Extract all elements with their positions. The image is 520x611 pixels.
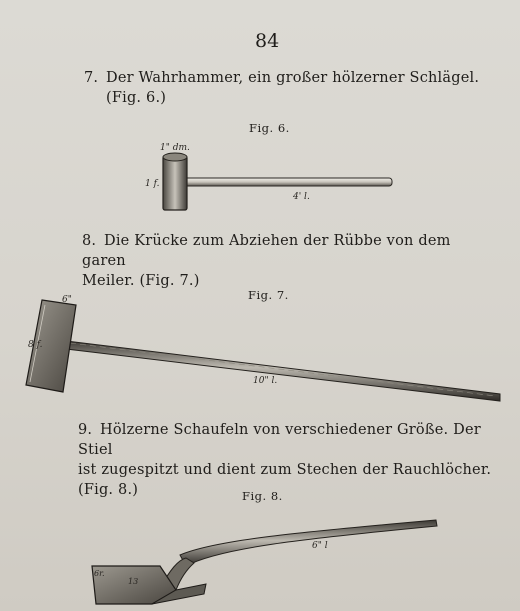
item-7-line-2: (Fig. 6.)	[106, 90, 167, 106]
figure-6-label-handle: 4' l.	[293, 192, 310, 202]
item-7-line-1: 7. Der Wahrhammer, ein großer hölzerner Schlägel.	[84, 70, 480, 86]
figure-7-label-blade-top: 6"	[62, 295, 72, 305]
shovel-handle	[180, 520, 437, 566]
item-9-line-2: ist zugespitzt und dient zum Stechen der Rauchlöcher.	[78, 462, 492, 478]
figure-7-label-blade-side: 8 f.	[28, 340, 43, 350]
item-9-number: 9.	[78, 422, 93, 438]
item-8-line-1: 8. Die Krücke zum Abziehen der Rübbe von dem garen	[82, 233, 451, 269]
figure-8-label-handle: 6" l	[312, 541, 328, 551]
figure-6-label-head-side: 1 f.	[145, 179, 160, 189]
figure-8-caption: Fig. 8.	[242, 489, 283, 503]
figure-7-caption: Fig. 7.	[248, 288, 289, 302]
figure-8-label-blade-left: 6r.	[94, 569, 105, 578]
item-9-line-3: (Fig. 8.)	[78, 482, 139, 498]
figure-8-label-blade-mid: 13	[128, 577, 139, 586]
figure-6-label-head-top: 1" dm.	[160, 143, 190, 153]
item-9-line-1: 9. Hölzerne Schaufeln von verschiedener Größe. Der Stiel	[78, 422, 481, 458]
page-number: 84	[255, 30, 280, 52]
item-8-line-2: Meiler. (Fig. 7.)	[82, 273, 200, 289]
figure-6-caption: Fig. 6.	[249, 121, 290, 135]
item-7-number: 7.	[84, 70, 99, 86]
figure-7-label-handle: 10" l.	[253, 376, 278, 386]
item-8-number: 8.	[82, 233, 97, 249]
